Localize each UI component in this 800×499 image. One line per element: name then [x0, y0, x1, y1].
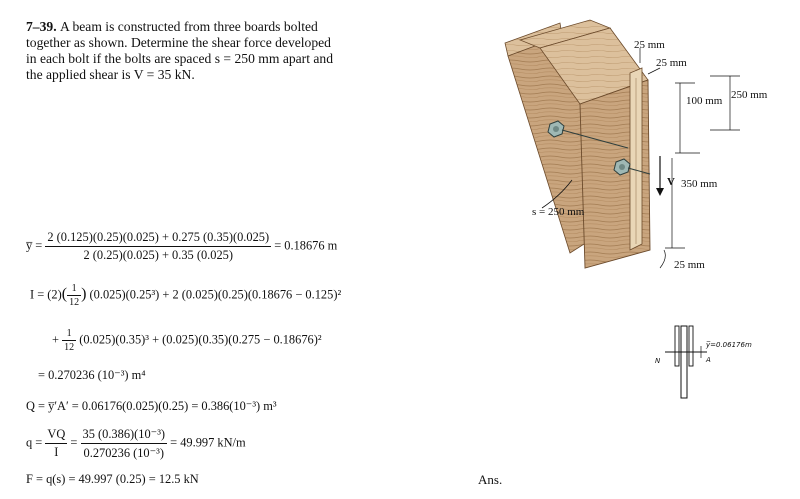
dim-100mm: 100 mm	[686, 95, 723, 107]
inertia-frac-a	[67, 283, 81, 308]
shear-flow-equals: =	[70, 435, 78, 450]
bolt-force-equation: F = q(s) = 49.997 (0.25) = 12.5 kN	[26, 472, 199, 486]
inertia-line-2-rest: (0.025)(0.35)³ + (0.025)(0.35)(0.275 − 0.18676)²	[79, 332, 322, 347]
inertia-result: = 0.270236 (10⁻³) m⁴	[38, 368, 146, 382]
inertia-frac-a-num: 1	[67, 283, 81, 296]
beam-figure	[500, 18, 800, 280]
cross-section-sketch	[655, 322, 745, 402]
ybar-sketch-label: y̅=0.06176m	[706, 341, 752, 349]
inertia-line-1-rest: (0.025)(0.25³) + 2 (0.025)(0.25)(0.18676 − 0.125)²	[89, 287, 342, 302]
ybar-result: = 0.18676 m	[274, 238, 338, 253]
problem-line-3: in each bolt if the bolts are spaced s = 250 mm apart and	[26, 51, 334, 66]
dim-250mm: 250 mm	[731, 89, 768, 101]
inertia-line-1: I = (2)( $\frac{1}{12}$ ) (0.025)(0.25³) + 2 (0.025)(0.25)(0.18676 − 0.125)²	[30, 283, 342, 308]
inertia-lhs: I = (2)	[30, 287, 62, 302]
answer-label: Ans.	[478, 472, 503, 487]
inertia-frac-b-den: 12	[64, 342, 75, 353]
q-statical-moment: Q = y̅′A′ = 0.06176(0.025)(0.25) = 0.386(10⁻³) m³	[26, 399, 277, 413]
vq-over-i	[45, 427, 67, 460]
ybar-fraction	[45, 230, 271, 263]
inertia-line-2	[52, 328, 322, 353]
problem-line-4: the applied shear is V = 35 kN.	[26, 67, 195, 82]
shear-flow-den: 0.270236 (10⁻³)	[83, 446, 165, 460]
dim-25mm-top-b: 25 mm	[656, 57, 687, 69]
shear-v-label: V	[667, 176, 675, 188]
inertia-frac-b	[62, 328, 76, 353]
inertia-frac-a-den: 12	[69, 297, 80, 308]
vq-num: VQ	[45, 427, 67, 444]
shear-flow-equation	[26, 426, 246, 461]
ybar-numerator: 2 (0.125)(0.25)(0.025) + 0.275 (0.35)(0.025)	[45, 230, 271, 247]
ybar-denominator: 2 (0.25)(0.025) + 0.35 (0.025)	[83, 248, 233, 262]
ybar-equation	[26, 230, 337, 263]
vq-den: I	[54, 445, 59, 459]
problem-statement	[26, 19, 398, 83]
problem-line-1: A beam is constructed from three boards bolted	[60, 19, 318, 34]
inertia-frac-b-num: 1	[62, 328, 76, 341]
problem-number: 7–39.	[26, 19, 57, 34]
problem-line-2: together as shown. Determine the shear force developed	[26, 35, 331, 50]
dim-350mm: 350 mm	[681, 178, 718, 190]
dim-25mm-top-a: 25 mm	[634, 39, 665, 51]
dim-25mm-bottom: 25 mm	[674, 259, 705, 271]
shear-flow-lhs: q =	[26, 435, 43, 450]
area-label: A	[706, 356, 711, 364]
neutral-axis-label: N	[655, 357, 661, 365]
ybar-lhs: y̅ =	[26, 238, 43, 253]
shear-flow-result: = 49.997 kN/m	[170, 435, 246, 450]
shear-flow-fraction	[81, 426, 168, 461]
bolt-spacing-label: s = 250 mm	[532, 206, 585, 218]
shear-flow-num: 35 (0.386)(10⁻³)	[81, 426, 168, 444]
inertia-plus: +	[52, 332, 59, 347]
